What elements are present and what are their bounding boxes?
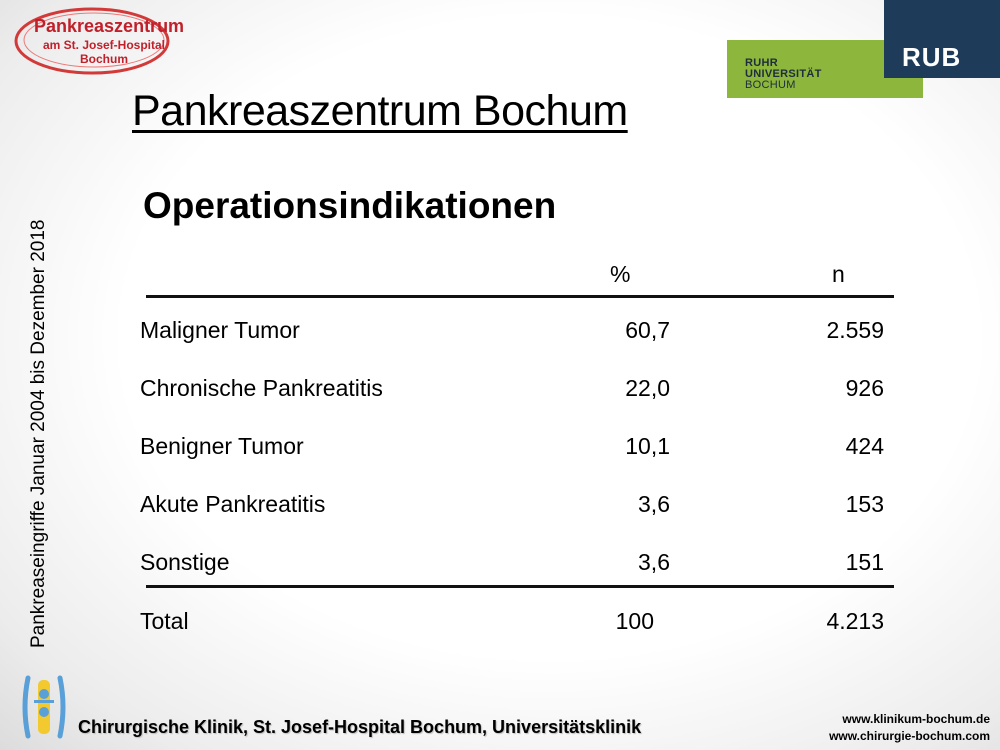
- total-rule: [146, 585, 894, 588]
- pankreaszentrum-logo: [12, 4, 185, 76]
- rub-text-bochum: BOCHUM: [745, 79, 796, 91]
- row-count: 153: [845, 491, 884, 517]
- logo-line-2: am St. Josef-Hospital: [42, 38, 166, 52]
- page-title: Pankreaszentrum Bochum: [132, 87, 628, 135]
- row-percent: 22,0: [625, 375, 670, 401]
- total-count: 4.213: [826, 608, 884, 634]
- logo-line-3: Bochum: [80, 52, 128, 66]
- side-caption: Pankreaseingriffe Januar 2004 bis Dezember 2018: [28, 219, 49, 648]
- rub-logo-blue-block: [884, 0, 1000, 78]
- total-percent: 100: [615, 608, 654, 634]
- logo-line-1: Pankreaszentrum: [34, 16, 185, 36]
- slide-subtitle: Operationsindikationen: [143, 185, 557, 226]
- rub-text-ruhr: RUHR: [745, 57, 778, 69]
- footer-website-2[interactable]: www.chirurgie-bochum.com: [829, 729, 990, 743]
- rub-text-universitaet: UNIVERSITÄT: [745, 68, 822, 80]
- footer-website-1[interactable]: www.klinikum-bochum.de: [842, 712, 990, 726]
- row-percent: 3,6: [638, 491, 670, 517]
- row-count: 2.559: [826, 317, 884, 343]
- clinic-emblem-icon: [20, 674, 68, 740]
- row-percent: 3,6: [638, 549, 670, 575]
- rub-mark: RUB: [902, 42, 962, 72]
- row-label: Chronische Pankreatitis: [140, 375, 383, 401]
- footer-clinic: Chirurgische Klinik, St. Josef-Hospital Bochum, Universitätsklinik: [78, 717, 642, 737]
- row-count: 424: [845, 433, 884, 459]
- total-label: Total: [140, 608, 189, 634]
- column-header-percent: %: [610, 261, 631, 287]
- row-percent: 10,1: [625, 433, 670, 459]
- row-label: Benigner Tumor: [140, 433, 304, 459]
- header-rule: [146, 295, 894, 298]
- row-label: Akute Pankreatitis: [140, 491, 326, 517]
- row-percent: 60,7: [625, 317, 670, 343]
- row-count: 926: [845, 375, 884, 401]
- row-label: Sonstige: [140, 549, 230, 575]
- row-label: Maligner Tumor: [140, 317, 300, 343]
- row-count: 151: [845, 549, 884, 575]
- column-header-n: n: [832, 261, 845, 287]
